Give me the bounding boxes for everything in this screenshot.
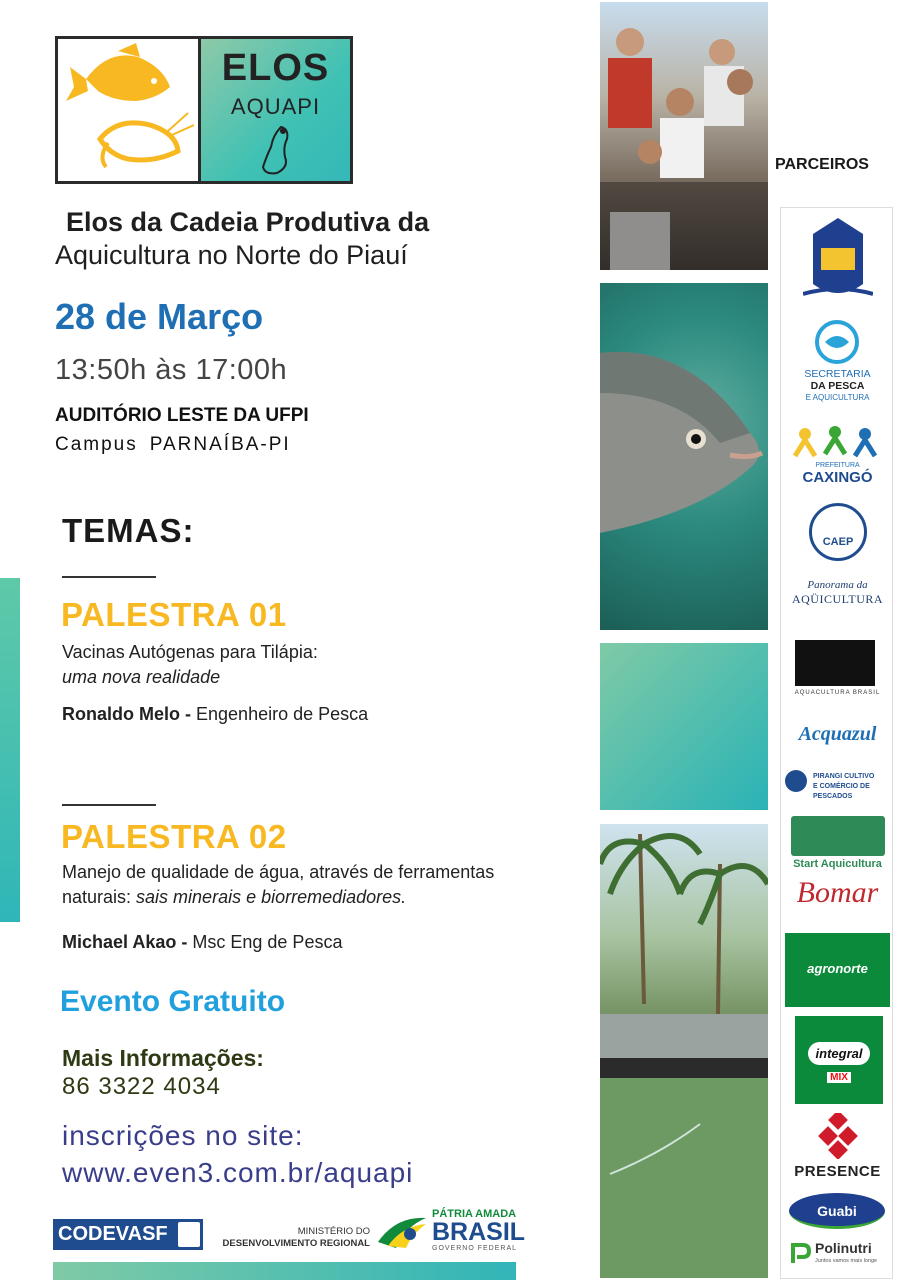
teal-gradient-panel <box>600 643 768 810</box>
campus-label: Campus <box>55 434 138 455</box>
contact-phone[interactable]: 86 3322 4034 <box>62 1073 221 1100</box>
guabi-text: Guabi <box>817 1203 857 1219</box>
talk-1-speaker-name: Ronaldo Melo - <box>62 704 191 724</box>
patria-line1: PÁTRIA AMADA <box>432 1208 517 1220</box>
event-title-line2: Aquicultura no Norte do Piauí <box>55 240 408 270</box>
talk-1-description <box>62 640 318 690</box>
polinutri-tagline: Juntos vamos mais longe <box>815 1258 878 1264</box>
patria-line2: BRASIL <box>432 1218 526 1246</box>
panorama-line2: AQÜICULTURA <box>791 592 884 606</box>
logo-fish-panel <box>58 39 201 181</box>
integral-text: integral <box>808 1042 871 1065</box>
presence-diamond-icon <box>815 1113 861 1159</box>
pirangi-logo <box>813 772 892 802</box>
pirangi-line1: PIRANGI CULTIVO <box>813 773 875 780</box>
talk-2-speaker <box>62 932 342 953</box>
event-time: 13:50h às 17:00h <box>55 354 288 386</box>
panorama-line1: Panorama da <box>807 579 868 591</box>
caxingo-line2: CAXINGÓ <box>802 469 873 486</box>
pirangi-globe-icon <box>783 768 809 794</box>
aquacultura-brasil-logo: AQUACULTURA BRASIL <box>794 690 881 696</box>
event-date: 28 de Março <box>55 296 264 337</box>
caxingo-logo <box>785 460 890 484</box>
people-photo-placeholder <box>600 2 768 270</box>
secretaria-line2: DA PESCA <box>810 380 865 392</box>
info-heading: Mais Informações: <box>62 1045 264 1071</box>
talk-2-speaker-name: Michael Akao - <box>62 932 188 952</box>
guabi-logo <box>789 1193 885 1229</box>
presence-logo: PRESENCE <box>794 1163 881 1180</box>
registration-link[interactable]: www.even3.com.br/aquapi <box>62 1157 414 1188</box>
codevasf-logo <box>53 1219 203 1250</box>
patria-line3: GOVERNO FEDERAL <box>432 1245 518 1252</box>
ufpi-crest-icon <box>803 214 873 306</box>
codevasf-emblem-icon <box>178 1222 200 1247</box>
talk-2-speaker-role: Msc Eng de Pesca <box>192 932 343 952</box>
free-event-label: Evento Gratuito <box>60 985 286 1018</box>
talk-1-desc-line2: uma nova realidade <box>62 667 221 687</box>
event-campus <box>55 434 291 456</box>
bottom-accent-bar <box>53 1262 516 1280</box>
event-title-line1: Elos da Cadeia Produtiva da <box>66 207 430 237</box>
talk-1-speaker <box>62 704 368 725</box>
talk-2-description <box>62 860 494 910</box>
talk-2-desc-line2-plain: naturais: <box>62 887 137 907</box>
codevasf-text: CODEVASF <box>58 1223 168 1245</box>
partners-panel <box>780 207 893 1279</box>
talk-2-desc-line2-italic: sais minerais e biorremediadores. <box>136 887 407 907</box>
secretaria-line1: SECRETARIA <box>804 368 871 380</box>
start-aquicultura-logo: Start Aquicultura <box>793 858 882 870</box>
talk-2-label: PALESTRA 02 <box>61 818 287 855</box>
caep-logo <box>809 503 867 561</box>
agronorte-text: agronorte <box>807 961 868 976</box>
photo-fish-farm-tanks <box>600 824 768 1278</box>
piaui-map-icon <box>259 125 297 177</box>
partners-heading: PARCEIROS <box>775 156 869 173</box>
patria-amada-logo <box>432 1208 525 1252</box>
panorama-logo <box>785 578 890 606</box>
photo-tilapia <box>600 283 768 630</box>
polinutri-logo: Polinutri <box>815 1240 872 1256</box>
divider <box>62 804 156 806</box>
aquacultura-brasil-mark <box>795 640 875 686</box>
polinutri-icon <box>789 1241 811 1265</box>
start-aquicultura-mark <box>791 816 885 856</box>
photo-people-fishtank <box>600 2 768 270</box>
event-venue: AUDITÓRIO LESTE DA UFPI <box>55 405 309 426</box>
fish-shrimp-icon <box>58 39 198 181</box>
logo-text-panel <box>201 39 350 181</box>
secretaria-line3: E AQUICULTURA <box>805 393 870 402</box>
pirangi-line2: E COMÉRCIO DE PESCADOS <box>813 783 870 800</box>
campus-city: PARNAÍBA-PI <box>149 434 291 455</box>
divider <box>62 576 156 578</box>
integral-mix-text: MIX <box>827 1072 851 1083</box>
caxingo-line1: PREFEITURA <box>815 462 860 469</box>
fish-farm-photo-placeholder <box>600 824 768 1278</box>
bomar-logo: Bomar <box>796 876 879 909</box>
secretaria-pesca-logo <box>785 368 890 404</box>
logo-elos-text: ELOS <box>221 47 330 89</box>
ministry-line1: MINISTÉRIO DO <box>297 1226 370 1237</box>
caep-text: CAEP <box>822 536 854 548</box>
registration-label: inscrições no site: <box>62 1120 304 1151</box>
logo-aquapi-text: AQUAPI <box>230 94 321 119</box>
ministry-line2: DESENVOLVIMENTO REGIONAL <box>222 1238 370 1249</box>
agronorte-logo <box>785 933 890 1007</box>
ministry-logo <box>212 1226 370 1250</box>
teal-accent-bar <box>0 578 20 922</box>
acquazul-logo: Acquazul <box>798 723 877 745</box>
talk-1-speaker-role: Engenheiro de Pesca <box>196 704 369 724</box>
brazil-flag-icon <box>376 1212 428 1250</box>
tilapia-photo-placeholder <box>600 283 768 630</box>
elos-aquapi-logo <box>55 36 353 184</box>
temas-heading: TEMAS: <box>62 512 195 549</box>
talk-1-label: PALESTRA 01 <box>61 596 287 633</box>
talk-2-desc-line1: Manejo de qualidade de água, através de ferramentas <box>62 862 495 882</box>
talk-1-desc-line1: Vacinas Autógenas para Tilápia: <box>62 642 318 662</box>
secretaria-pesca-icon <box>807 318 867 364</box>
caxingo-figures-icon <box>785 426 885 460</box>
integral-mix-logo <box>795 1016 883 1104</box>
